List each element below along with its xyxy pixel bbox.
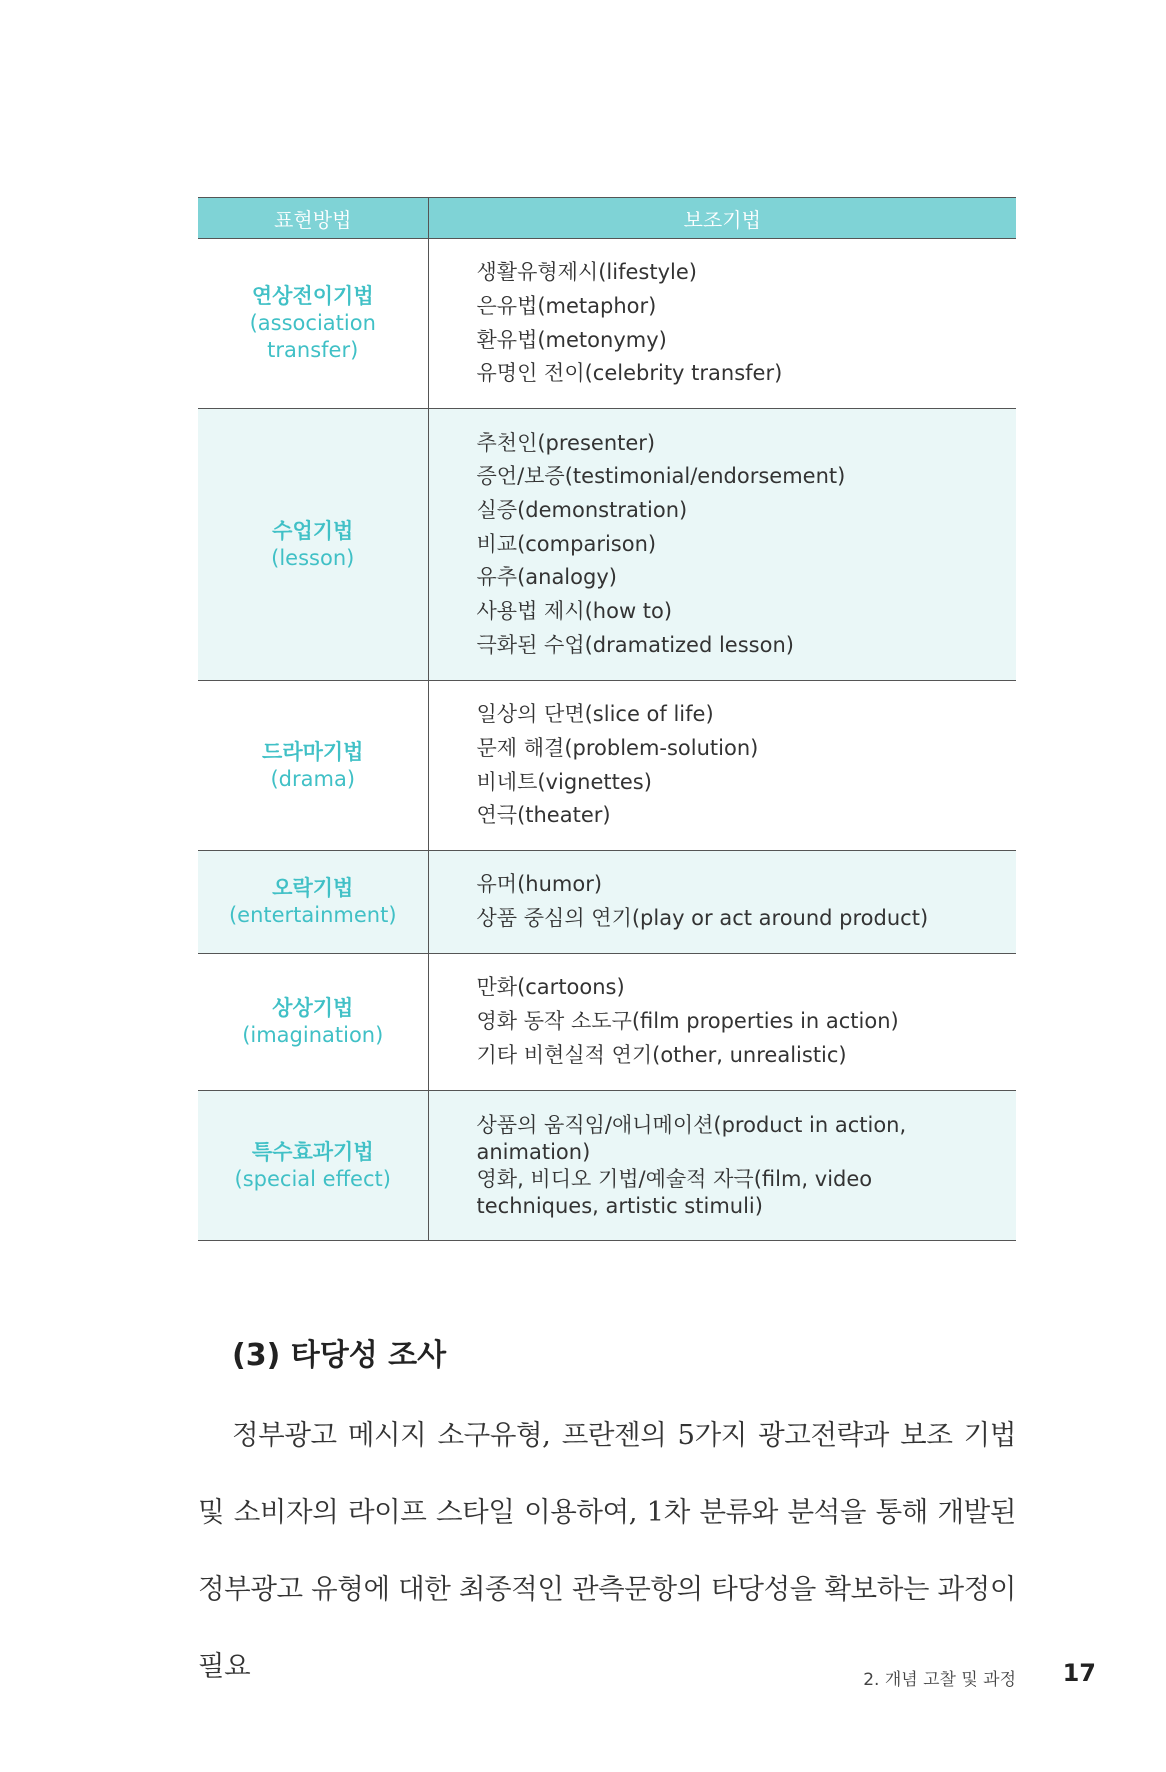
technique-item: 상품 중심의 연기(play or act around product) xyxy=(476,906,929,930)
technique-cell xyxy=(428,851,1016,954)
technique-item: 문제 해결(problem-solution) xyxy=(476,735,759,760)
method-name-en: (lesson) xyxy=(271,545,355,570)
method-name-en: (drama) xyxy=(270,766,356,791)
table-row xyxy=(198,1091,1016,1241)
technique-item: 일상의 단면(slice of life) xyxy=(476,702,714,727)
table-row xyxy=(198,954,1016,1091)
technique-item: 비네트(vignettes) xyxy=(476,769,652,794)
method-name-en: (special effect) xyxy=(234,1166,391,1191)
technique-item: 상품의 움직임/애니메이션(product in action, animation) xyxy=(476,1112,907,1164)
method-name-en: (imagination) xyxy=(242,1023,384,1047)
technique-cell xyxy=(428,239,1016,409)
table-row xyxy=(198,681,1016,851)
technique-item: 유머(humor) xyxy=(476,872,603,897)
table-row xyxy=(198,851,1016,954)
technique-item: 극화된 수업(dramatized lesson) xyxy=(476,632,794,657)
table-row xyxy=(198,409,1016,681)
page-number: 17 xyxy=(1062,1659,1096,1687)
technique-item: 비교(comparison) xyxy=(476,531,657,556)
technique-item: 사용법 제시(how to) xyxy=(476,599,673,624)
technique-item: 생활유형제시(lifestyle) xyxy=(476,260,697,285)
technique-item: 영화 동작 소도구(film properties in action) xyxy=(476,1009,899,1034)
method-name-ko: 드라마기법 xyxy=(262,739,364,764)
technique-cell xyxy=(428,954,1016,1091)
technique-item: 증언/보증(testimonial/endorsement) xyxy=(476,464,846,489)
method-name-ko: 특수효과기법 xyxy=(251,1139,374,1164)
method-cell xyxy=(198,409,428,681)
technique-item: 환유법(metonymy) xyxy=(476,327,667,352)
method-cell xyxy=(198,954,428,1091)
technique-table xyxy=(198,197,1016,1241)
method-cell xyxy=(198,851,428,954)
method-cell xyxy=(198,1091,428,1241)
technique-item: 은유법(metaphor) xyxy=(476,293,657,318)
method-name-ko: 상상기법 xyxy=(272,996,354,1020)
technique-item: 추천인(presenter) xyxy=(476,430,656,455)
technique-item: 연극(theater) xyxy=(476,803,611,828)
technique-cell xyxy=(428,1091,1016,1241)
method-name-en: (entertainment) xyxy=(228,903,397,927)
method-name-ko: 연상전이기법 xyxy=(251,284,374,308)
technique-item: 유명인 전이(celebrity transfer) xyxy=(476,361,783,386)
body-paragraph: 정부광고 메시지 소구유형, 프란젠의 5가지 광고전략과 보조 기법 및 소비자의 라이프 스타일 이용하여, 1차 분류와 분석을 통해 개발된 정부광고 유형에 대한 최종적인 관측문항의 타당성을 확보하는 과정이 필요 xyxy=(198,1419,1016,1682)
technique-item: 만화(cartoons) xyxy=(476,975,625,1000)
technique-table-container xyxy=(198,197,1016,1241)
method-name-en: (association xyxy=(249,311,376,335)
technique-item: 기타 비현실적 연기(other, unrealistic) xyxy=(476,1042,847,1067)
technique-item: 유추(analogy) xyxy=(476,565,617,590)
table-header-row xyxy=(198,198,1016,239)
header-method: 표현방법 xyxy=(198,198,428,239)
method-cell xyxy=(198,239,428,409)
method-cell xyxy=(198,681,428,851)
method-name-ko: 수업기법 xyxy=(272,518,354,543)
footer-chapter-label: 2. 개념 고찰 및 과정 xyxy=(863,1670,1016,1690)
technique-cell xyxy=(428,681,1016,851)
technique-cell xyxy=(428,409,1016,681)
header-technique: 보조기법 xyxy=(428,198,1016,239)
section-heading: (3) 타당성 조사 xyxy=(232,1338,447,1373)
table-row xyxy=(198,239,1016,409)
technique-item: 영화, 비디오 기법/예술적 자극(film, video techniques, artistic stimuli) xyxy=(476,1166,873,1218)
technique-item: 실증(demonstration) xyxy=(476,497,688,522)
method-name-ko: 오락기법 xyxy=(272,876,354,900)
method-name-en: transfer) xyxy=(267,338,359,362)
